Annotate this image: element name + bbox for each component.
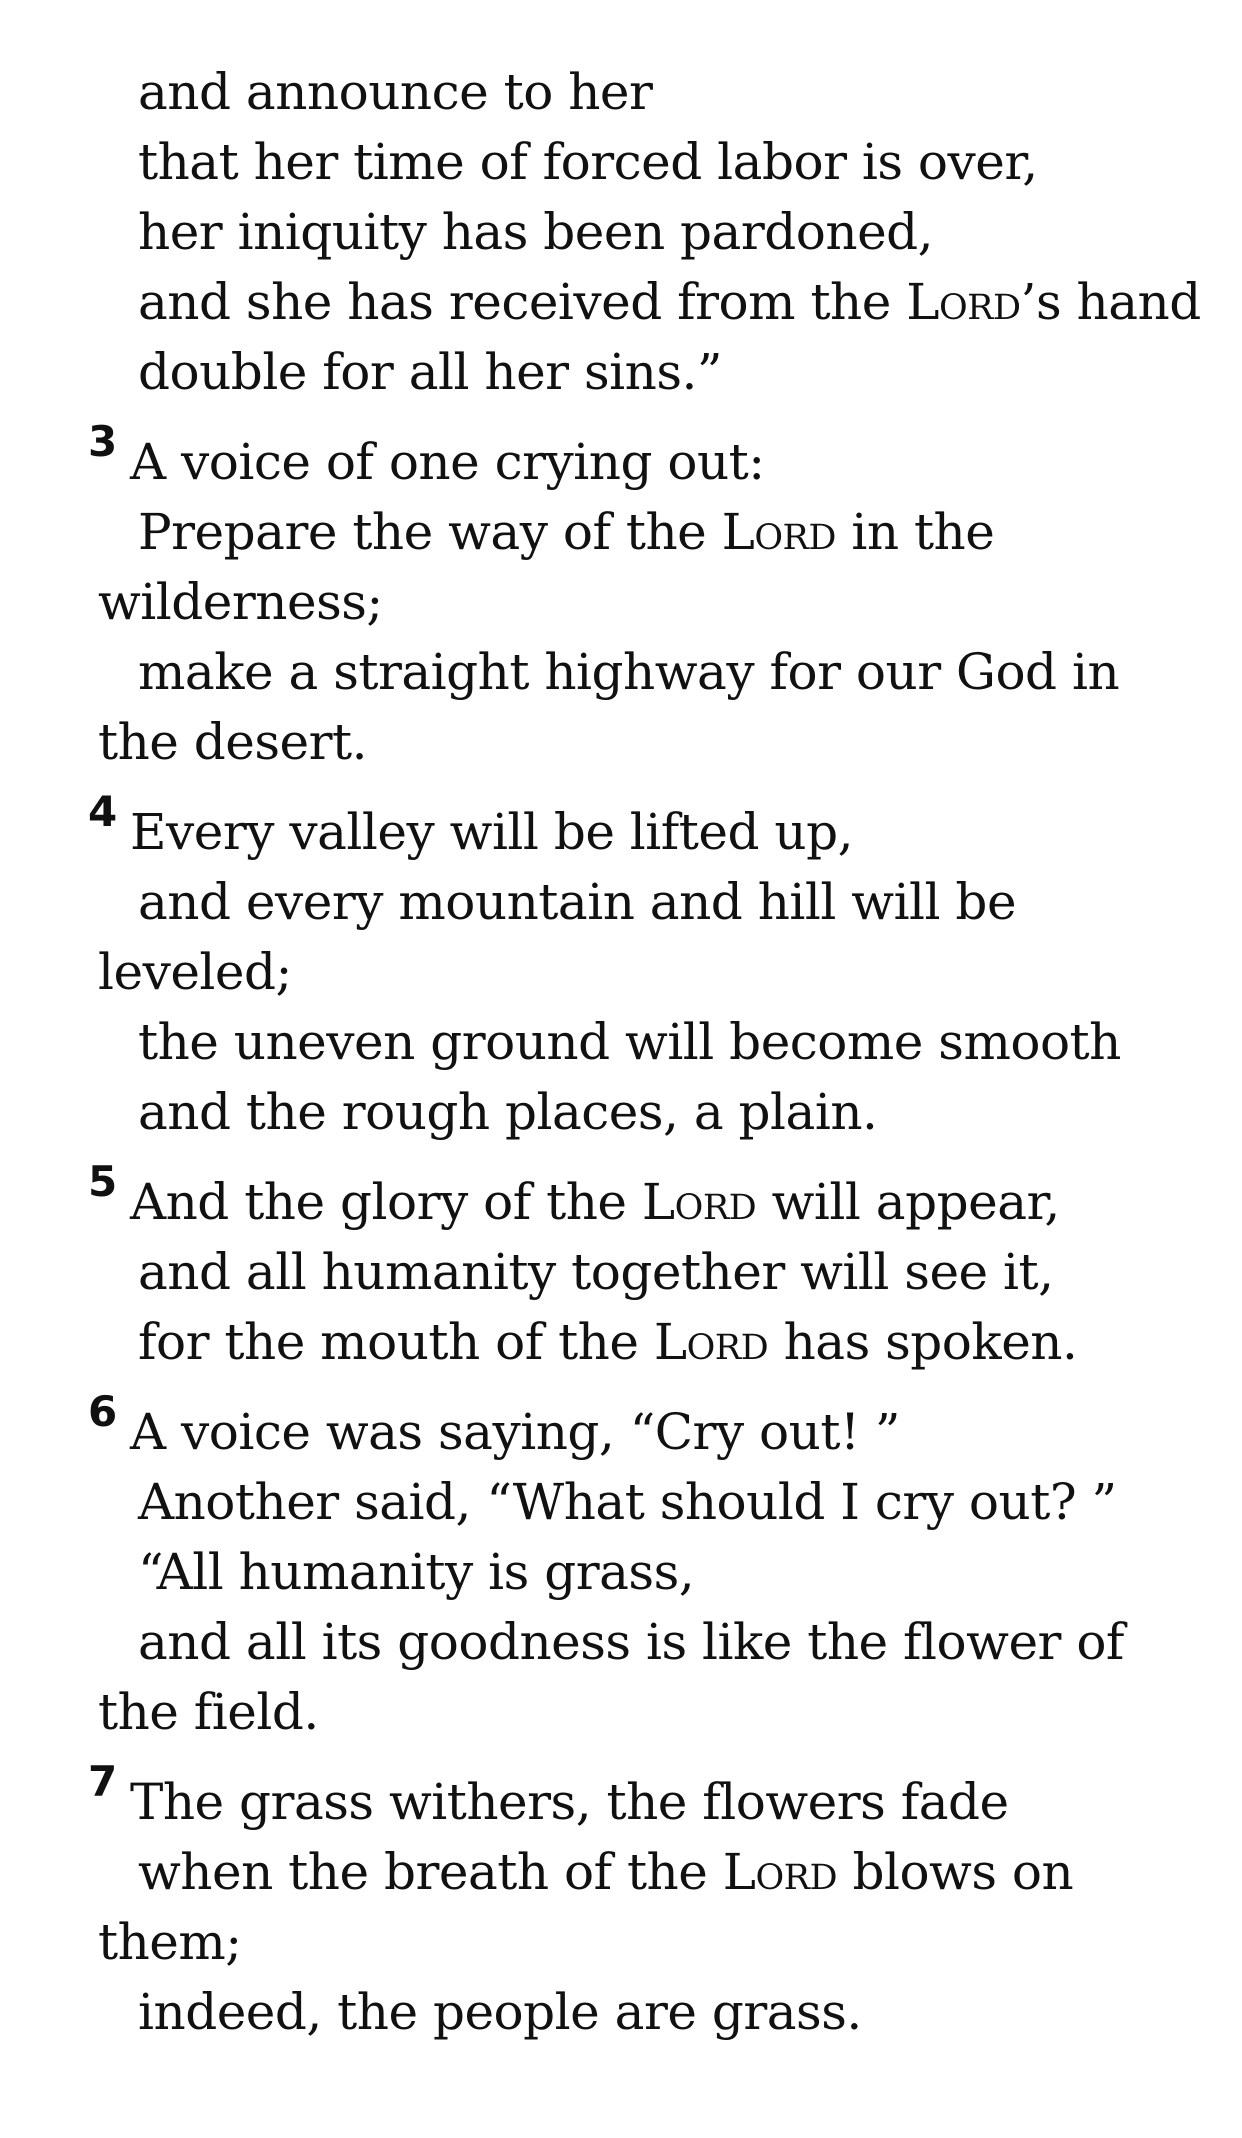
verse-line [138, 1842, 1073, 1902]
verse-line [138, 1982, 862, 2042]
verse-text: blows on [837, 1843, 1074, 1901]
verse-text: and all humanity together will see it, [138, 1243, 1054, 1301]
verse-text: The grass withers, the flowers fade [130, 1773, 1009, 1831]
divine-name: Lord [722, 1843, 838, 1901]
verse-text: and all its goodness is like the flower of [138, 1613, 1124, 1671]
divine-name: Lord [653, 1313, 769, 1371]
verse-line [130, 1402, 900, 1462]
verse-line [138, 1312, 1077, 1372]
verse-text: in the [835, 503, 995, 561]
verse-text: them; [98, 1913, 242, 1971]
verse-text: ’s hand [1020, 273, 1201, 331]
divine-name: Lord [721, 503, 836, 561]
verse-text: and the rough places, a plain. [138, 1083, 878, 1141]
verse-line [98, 1912, 242, 1972]
verse-number: 4 [88, 787, 118, 836]
verse-line [138, 1242, 1054, 1302]
verse-line [130, 1172, 1060, 1232]
verse-line [138, 502, 994, 562]
verse-number: 5 [88, 1157, 118, 1206]
verse-line [138, 272, 1201, 332]
verse-line [138, 872, 1016, 932]
verse-line [130, 802, 853, 862]
verse-text: A voice of one crying out: [130, 433, 765, 491]
verse-number: 6 [88, 1387, 118, 1436]
verse-text: “All humanity is grass, [138, 1543, 695, 1601]
verse-line [98, 712, 367, 772]
verse-line [138, 342, 722, 402]
divine-name: Lord [906, 273, 1021, 331]
verse-text: double for all her sins.” [138, 343, 722, 401]
verse-number: 3 [88, 417, 118, 466]
verse-text: indeed, the people are grass. [138, 1983, 862, 2041]
verse-text: and she has received from the [138, 273, 907, 331]
verse-text: for the mouth of the [138, 1313, 654, 1371]
verse-text: Prepare the way of the [138, 503, 722, 561]
verse-line [138, 1472, 1117, 1532]
verse-line [138, 1612, 1124, 1672]
verse-line [138, 62, 652, 122]
verse-text: And the glory of the [130, 1173, 642, 1231]
verse-text: make a straight highway for our God in [138, 643, 1120, 701]
verse-line [138, 1012, 1121, 1072]
verse-text: has spoken. [768, 1313, 1078, 1371]
verse-line [130, 1772, 1009, 1832]
verse-text: leveled; [98, 943, 292, 1001]
verse-text: and every mountain and hill will be [138, 873, 1017, 931]
verse-text: will appear, [756, 1173, 1060, 1231]
verse-line [98, 572, 383, 632]
verse-text: the uneven ground will become smooth [138, 1013, 1121, 1071]
divine-name: Lord [641, 1173, 757, 1231]
verse-text: Every valley will be lifted up, [130, 803, 853, 861]
verse-text: when the breath of the [138, 1843, 723, 1901]
verse-line [138, 1542, 694, 1602]
verse-text: wilderness; [98, 573, 383, 631]
verse-line [98, 942, 292, 1002]
verse-text: that her time of forced labor is over, [138, 133, 1038, 191]
verse-text: her iniquity has been pardoned, [138, 203, 934, 261]
verse-text: and announce to her [138, 63, 653, 121]
verse-text: the field. [98, 1683, 319, 1741]
verse-text: Another said, “What should I cry out? ” [138, 1473, 1117, 1531]
verse-line [130, 432, 765, 492]
verse-line [138, 202, 933, 262]
verse-line [138, 1082, 877, 1142]
verse-line [138, 132, 1038, 192]
verse-line [98, 1682, 319, 1742]
verse-number: 7 [88, 1757, 118, 1806]
verse-line [138, 642, 1119, 702]
verse-text: A voice was saying, “Cry out! ” [130, 1403, 900, 1461]
verse-text: the desert. [98, 713, 368, 771]
